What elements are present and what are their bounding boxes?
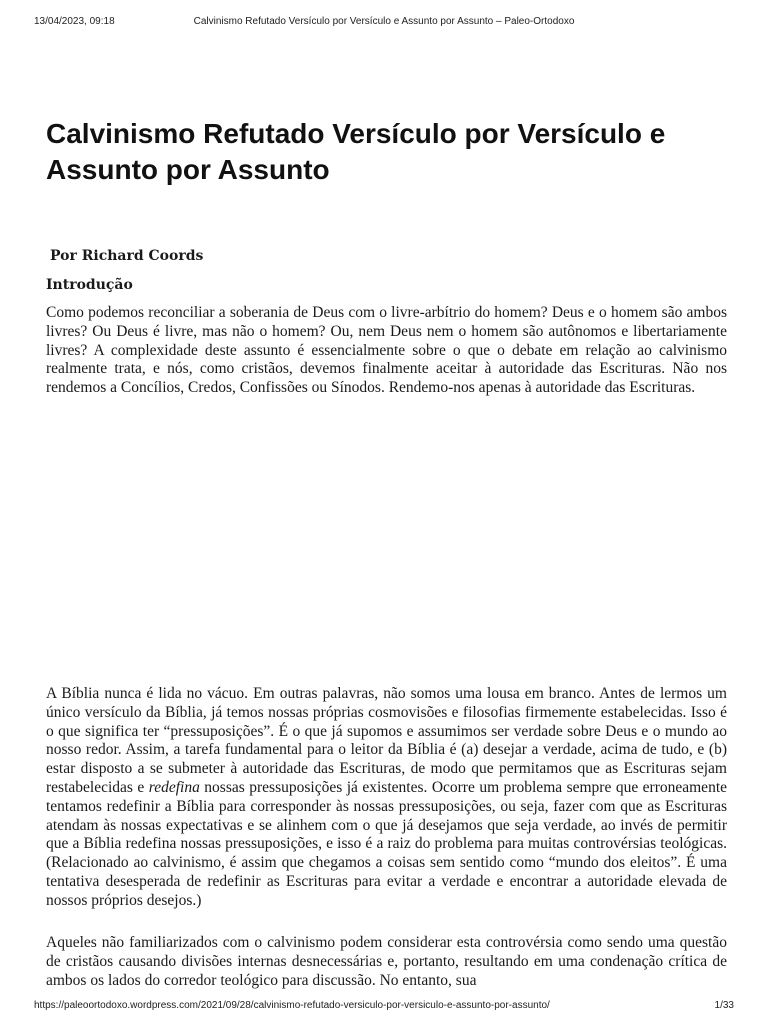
paragraph-presuppositions [46,685,727,911]
paragraph-presuppositions-part-2: nossas pressuposições já existentes. Ocorre um problema sempre que erroneamente tentamos redefinir a Bíblia para corresponder às nossas pressuposições, ou seja, fazer com que as Escrituras atendam às nossas expectativas e se alinhem com o que já desejamos que seja verdade, ao invés de permitir que a Bíblia redefina nossas pressuposições, e isso é a raiz do problema para muitas controvérsias teológicas. (Relacionado ao calvinismo, é assim que chegamos a coisas sem sentido como “mundo dos eleitos”. É uma tentativa desesperada de redefinir as Escrituras para evitar a verdade e encontrar a autoridade elevada de nossos próprios desejos.) [46,778,728,909]
print-document-title: Calvinismo Refutado Versículo por Versículo e Assunto por Assunto – Paleo-Ortodoxo [193,16,575,27]
print-header [34,16,734,30]
section-heading-introduction: Introdução [46,277,133,293]
article-author: Por Richard Coords [50,248,204,264]
paragraph-controversy: Aqueles não familiarizados com o calvinismo podem considerar esta controvérsia como sendo uma questão de cristãos causando divisões internas desnecessárias e, portanto, resultando em uma condenação crítica de ambos os lados do corredor teológico para discussão. No entanto, sua [46,934,727,989]
paragraph-intro: Como podemos reconciliar a soberania de Deus com o livre-arbítrio do homem? Deus e o homem são ambos livres? Ou Deus é livre, mas não o homem? Ou, nem Deus nem o homem são autônomos e libertariamente livres? A complexidade deste assunto é essencialmente sobre o que o debate em relação ao calvinismo realmente trata, e nós, como cristãos, devemos finalmente aceitar à autoridade das Escrituras. Não nos rendemos a Concílios, Credos, Confissões ou Sínodos. Rendemo-nos apenas à autoridade das Escrituras. [46,304,727,397]
print-footer [34,1000,734,1014]
paragraph-presuppositions-part-1: A Bíblia nunca é lida no vácuo. Em outras palavras, não somos uma lousa em branco. Antes de lermos um único versículo da Bíblia, já temos nossas próprias cosmovisões e filosofias firmemente estabelecidas. Isso é o que significa ter “pressuposições”. É o que já supomos e assumimos ser verdade sobre Deus e o mundo ao nosso redor. Assim, a tarefa fundamental para o leitor da Bíblia é (a) desejar a verdade, acima de tudo, e (b) estar disposto a se submeter à autoridade das Escrituras, de modo que permitamos que as Escrituras sejam restabelecidas e [46,685,727,796]
print-url: https://paleoortodoxo.wordpress.com/2021/09/28/calvinismo-refutado-versiculo-por-versiculo-e-assunto-por-assunto/ [34,1000,550,1011]
page-title: Calvinismo Refutado Versículo por Versículo e Assunto por Assunto [46,118,666,185]
article-content [46,116,728,989]
print-timestamp: 13/04/2023, 09:18 [34,16,115,27]
page-number: 1/33 [714,1000,734,1011]
paragraph-presuppositions-italic: redefina [148,778,200,796]
